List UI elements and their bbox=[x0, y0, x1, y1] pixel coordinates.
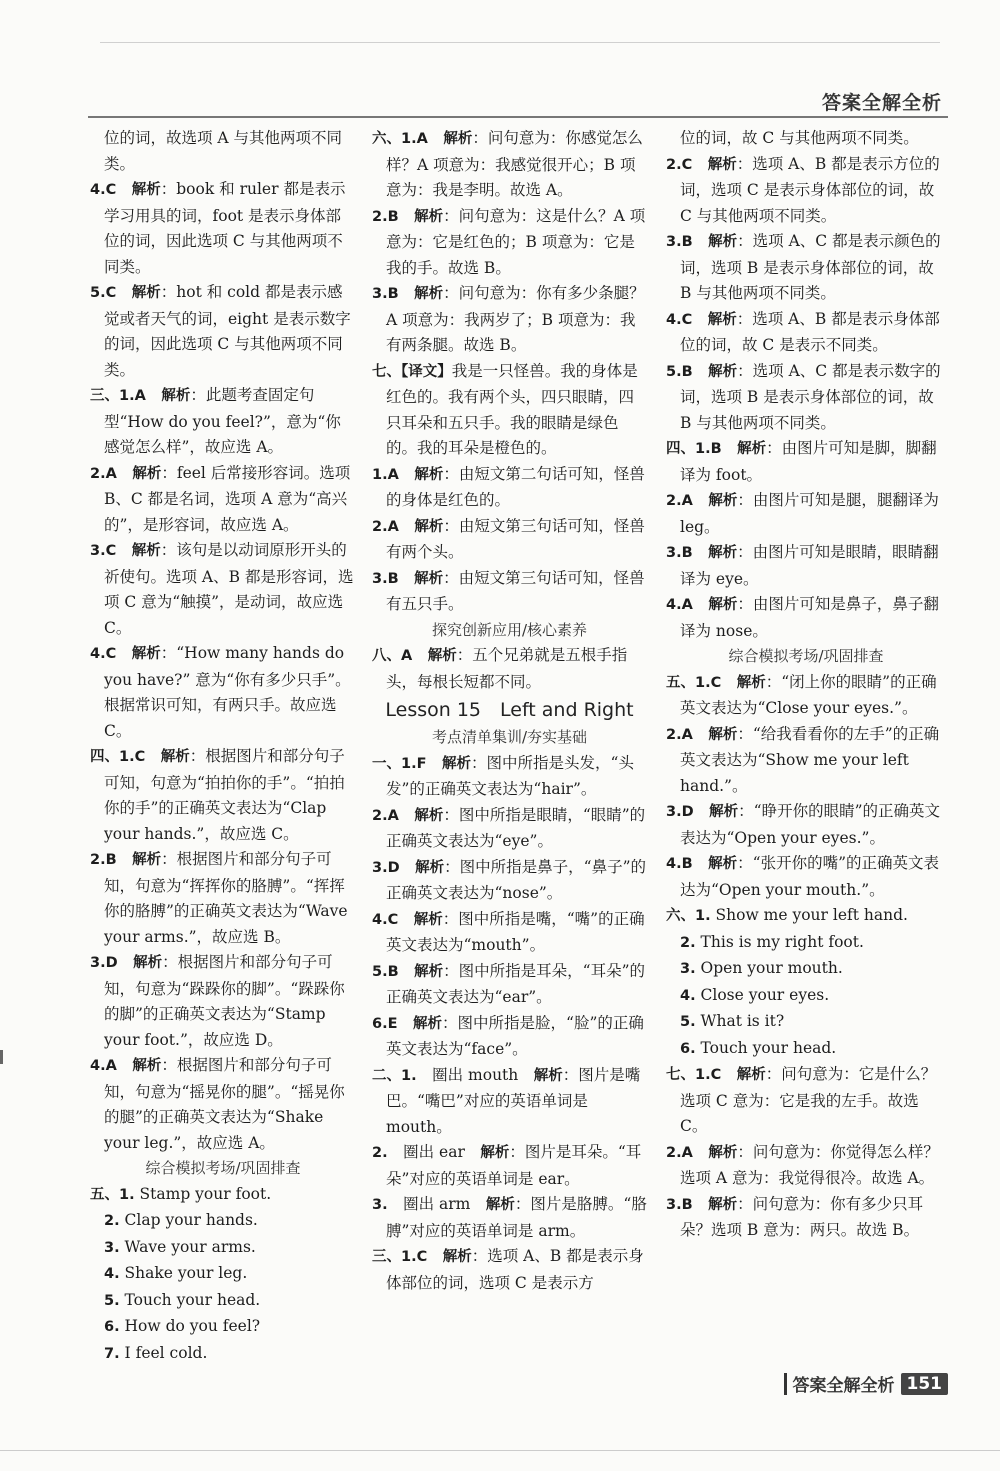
answer-item bbox=[372, 959, 647, 1011]
question-number: 2.A bbox=[666, 726, 693, 743]
answer-item bbox=[90, 1314, 356, 1341]
question-number: 2.A bbox=[372, 807, 399, 824]
question-number: 1.F bbox=[401, 755, 427, 772]
analysis-text: ：根据图片和部分句子可知，句意为“拍拍你的手”。“拍拍你的手”的正确英文表达为“Clap your hands.”，故应选 C。 bbox=[104, 747, 345, 843]
answer-item bbox=[666, 1192, 946, 1244]
answer-item bbox=[372, 803, 647, 855]
question-number: 1.A bbox=[372, 466, 399, 483]
page-footer bbox=[784, 1371, 949, 1396]
analysis-label: 解析 bbox=[414, 286, 444, 302]
answer-item bbox=[666, 126, 946, 152]
header-title: 答案全解全析 bbox=[821, 92, 942, 114]
analysis-text: ：问句意为：它是什么？选项 C 意为：它是我的左手。故选 C。 bbox=[680, 1065, 937, 1135]
answer-item bbox=[666, 722, 946, 800]
analysis-text: ：图中所指是嘴，“嘴”的正确英文表达为“mouth”。 bbox=[386, 909, 645, 954]
analysis-text: ：选项 A、C 都是表示数字的词，选项 B 是表示身体部位的词，故 B 与其他两项不同类。 bbox=[680, 361, 941, 432]
section-number: 三、 bbox=[372, 1249, 401, 1265]
analysis-label: 解析 bbox=[707, 156, 737, 173]
answer-item bbox=[372, 1244, 647, 1296]
question-number: 1.C bbox=[401, 1249, 428, 1265]
answer-item bbox=[90, 1053, 356, 1156]
answer-text: This is my right foot. bbox=[695, 932, 864, 951]
analysis-text: ：图片是嘴巴。“嘴巴”对应的英语单词是 mouth。 bbox=[386, 1065, 641, 1136]
answer-item bbox=[90, 538, 356, 641]
question-number: 4. bbox=[680, 987, 696, 1004]
question-number: A bbox=[401, 648, 413, 664]
analysis-label: 解析 bbox=[415, 859, 445, 876]
analysis-label: 解析 bbox=[736, 674, 766, 691]
analysis-label: 解析 bbox=[533, 1067, 563, 1084]
section-heading: 综合模拟考场/巩固排查 bbox=[728, 647, 884, 665]
question-number: 3.B bbox=[372, 286, 399, 302]
binding-mark bbox=[0, 1050, 3, 1064]
answer-item bbox=[372, 751, 647, 803]
question-number: 4.C bbox=[90, 182, 117, 198]
question-number: 3.D bbox=[666, 804, 694, 820]
answer-text: Touch your head. bbox=[695, 1038, 837, 1057]
analysis-label: 解析 bbox=[708, 493, 738, 509]
analysis-label: 解析 bbox=[131, 285, 161, 301]
answer-item bbox=[372, 907, 647, 959]
answer-item bbox=[372, 359, 647, 462]
answer-item bbox=[90, 1288, 356, 1315]
analysis-label: 解析 bbox=[707, 311, 737, 328]
analysis-label: 解析 bbox=[161, 388, 191, 404]
analysis-text: ：图片是耳朵。“耳朵”对应的英语单词是 ear。 bbox=[386, 1143, 642, 1188]
answer-item bbox=[90, 744, 356, 847]
answer-item bbox=[666, 1140, 946, 1192]
answer-item bbox=[666, 359, 946, 437]
answer-item bbox=[666, 1062, 946, 1140]
question-number: 2.A bbox=[666, 1144, 693, 1161]
question-number: 2.B bbox=[372, 208, 399, 225]
analysis-text: ：hot 和 cold 都是表示感觉或者天气的词，eight 是表示数字的词，因此选项 C 与其他两项不同类。 bbox=[104, 283, 351, 379]
question-number: 4. bbox=[104, 1266, 120, 1282]
answer-item bbox=[372, 462, 647, 514]
answer-item bbox=[372, 643, 647, 695]
section-number: 六、 bbox=[372, 131, 401, 147]
analysis-text: ：该句是以动词原形开头的祈使句。选项 A、B 都是形容词，选项 C 意为“触摸”，是动词，故应选 C。 bbox=[104, 541, 354, 637]
question-number: 2.C bbox=[666, 156, 693, 173]
analysis-text: ：由短文第三句话可知，怪兽有两个头。 bbox=[386, 516, 645, 561]
question-number: 1.C bbox=[695, 1067, 722, 1083]
question-number: 1.C bbox=[119, 749, 146, 765]
analysis-text: ：选项 A、B 都是表示身体部位的词，故 C 是表示不同类。 bbox=[680, 309, 940, 354]
analysis-label: 解析 bbox=[414, 208, 444, 225]
analysis-text: ：“闭上你的眼睛”的正确英文表达为“Close your eyes.”。 bbox=[680, 672, 937, 717]
answer-text: 位的词，故 C 与其他两项不同类。 bbox=[680, 129, 919, 147]
section-heading: 考点清单集训/夯实基础 bbox=[431, 728, 588, 746]
answer-item bbox=[666, 592, 946, 644]
analysis-text: ：问句意为：你有多少条腿？A 项意为：我两岁了；B 项意为：我有两条腿。故选 B。 bbox=[386, 284, 645, 354]
question-number: 3.B bbox=[666, 234, 693, 250]
question-number: 4.B bbox=[666, 856, 693, 872]
answer-item bbox=[90, 461, 356, 539]
question-number: 1. bbox=[695, 908, 711, 924]
analysis-label: 解析 bbox=[708, 1196, 738, 1213]
header-rule bbox=[88, 116, 948, 118]
analysis-text: ：由短文第三句话可知，怪兽有五只手。 bbox=[386, 568, 645, 613]
analysis-label: 解析 bbox=[427, 648, 457, 664]
section-number: 八、 bbox=[372, 648, 401, 664]
answer-item bbox=[372, 1011, 647, 1063]
answer-item bbox=[666, 436, 946, 488]
answer-item bbox=[90, 280, 356, 383]
answer-item bbox=[90, 1261, 356, 1288]
question-number: 3.B bbox=[666, 1196, 693, 1213]
answer-item bbox=[372, 1192, 647, 1244]
analysis-label: 解析 bbox=[132, 852, 162, 868]
analysis-text: ：feel 后常接形容词。选项 B、C 都是名词，选项 A 意为“高兴的”，是形容词，故应选 A。 bbox=[104, 463, 351, 534]
answer-text: Touch your head. bbox=[119, 1290, 261, 1309]
answer-text: Open your mouth. bbox=[695, 959, 843, 977]
question-number: 4.C bbox=[90, 646, 117, 662]
answer-text: 圈出 arm bbox=[403, 1195, 486, 1213]
section-heading: 综合模拟考场/巩固排查 bbox=[145, 1159, 301, 1177]
answer-text: Show me your left hand. bbox=[710, 906, 908, 924]
answer-item bbox=[666, 930, 946, 957]
analysis-label: 解析 bbox=[708, 363, 738, 380]
lesson-title: Lesson 15 Left and Right bbox=[385, 699, 634, 721]
analysis-text: ：选项 A、C 都是表示颜色的词，选项 B 是表示身体部位的词，故 B 与其他两项不同类。 bbox=[680, 232, 941, 302]
answer-item bbox=[90, 641, 356, 744]
section-number: 一、 bbox=[372, 755, 401, 772]
analysis-label: 解析 bbox=[709, 804, 739, 820]
question-number: 5. bbox=[104, 1292, 120, 1309]
section-number: 七、 bbox=[372, 363, 401, 380]
analysis-label: 解析 bbox=[131, 646, 161, 662]
question-number: 3. bbox=[372, 1197, 388, 1213]
answer-item bbox=[666, 1009, 946, 1036]
analysis-label: 解析 bbox=[414, 518, 444, 535]
section-heading: 探究创新应用/核心素养 bbox=[431, 620, 588, 639]
answer-item bbox=[666, 851, 946, 903]
question-number: 3.D bbox=[372, 859, 400, 876]
answer-text: How do you feel? bbox=[119, 1317, 261, 1335]
question-number: 1.A bbox=[401, 131, 428, 147]
answer-item bbox=[372, 1140, 647, 1192]
analysis-label: 解析 bbox=[133, 955, 163, 971]
question-number: 3.C bbox=[90, 543, 117, 559]
section-number: 二、 bbox=[372, 1067, 401, 1084]
question-number: 6. bbox=[680, 1040, 696, 1057]
section-number: 四、 bbox=[90, 749, 119, 765]
answer-item bbox=[666, 956, 946, 983]
analysis-text: ：根据图片和部分句子可知，句意为“挥挥你的胳膊”。“挥挥你的胳膊”的正确英文表达为“Wave your arms.”，故应选 B。 bbox=[104, 850, 348, 946]
question-number: 2.A bbox=[90, 465, 117, 482]
answer-item bbox=[666, 540, 946, 592]
section-number: 三、 bbox=[90, 388, 119, 404]
analysis-label: 解析 bbox=[132, 465, 162, 482]
answer-text: 圈出 ear bbox=[403, 1143, 481, 1161]
analysis-text: ：“给我看看你的左手”的正确英文表达为“Show me your left hand.”。 bbox=[680, 724, 940, 795]
analysis-text: ：“张开你的嘴”的正确英文表达为“Open your mouth.”。 bbox=[680, 854, 940, 899]
section-number: 七、 bbox=[666, 1067, 695, 1083]
answer-item bbox=[666, 983, 946, 1010]
analysis-label: 解析 bbox=[131, 182, 161, 198]
footer-bar bbox=[784, 1373, 787, 1395]
question-number: 1. bbox=[401, 1067, 417, 1084]
answer-item bbox=[90, 177, 356, 280]
analysis-label: 解析 bbox=[480, 1145, 510, 1161]
analysis-text: ：问句意为：这是什么？A 项意为：它是红色的；B 项意为：它是我的手。故选 B。 bbox=[386, 206, 646, 277]
footer-label: 答案全解全析 bbox=[792, 1376, 895, 1396]
question-number: 2. bbox=[372, 1145, 388, 1161]
answer-item bbox=[666, 307, 946, 359]
answer-item bbox=[666, 229, 946, 307]
question-number: 7. bbox=[104, 1345, 120, 1362]
question-number: 3.B bbox=[372, 570, 399, 587]
answer-item bbox=[666, 903, 946, 930]
analysis-text: ：由图片可知是腿，腿翻译为 leg。 bbox=[680, 491, 939, 536]
question-number: 5.B bbox=[666, 363, 693, 380]
analysis-label: 解析 bbox=[708, 545, 738, 561]
question-number: 4.A bbox=[90, 1058, 117, 1074]
page-number: 151 bbox=[901, 1373, 949, 1395]
analysis-text: ：图中所指是鼻子，“鼻子”的正确英文表达为“nose”。 bbox=[386, 857, 646, 902]
analysis-text: ：此题考查固定句型“How do you feel?”，意为“你感觉怎么样”，故应选 A。 bbox=[104, 386, 341, 456]
answer-item bbox=[372, 281, 647, 359]
answer-item bbox=[90, 383, 356, 461]
answer-item bbox=[666, 1036, 946, 1063]
analysis-label: 解析 bbox=[485, 1197, 515, 1213]
answer-item bbox=[666, 488, 946, 540]
answer-item bbox=[372, 204, 647, 282]
analysis-text: ：图中所指是耳朵，“耳朵”的正确英文表达为“ear”。 bbox=[386, 961, 646, 1006]
question-number: 5.C bbox=[90, 285, 117, 301]
answer-text: 位的词，故选项 A 与其他两项不同类。 bbox=[104, 129, 343, 173]
answer-text: I feel cold. bbox=[119, 1343, 208, 1362]
analysis-text: ：选项 A、B 都是表示身体部位的词，选项 C 是表示方 bbox=[386, 1247, 644, 1292]
analysis-label: 解析 bbox=[708, 597, 738, 613]
answer-item bbox=[90, 126, 356, 177]
analysis-label: 解析 bbox=[442, 755, 472, 772]
analysis-text: ：由短文第二句话可知，怪兽的身体是红色的。 bbox=[386, 464, 645, 509]
question-number: 2.A bbox=[666, 493, 693, 509]
answer-item bbox=[372, 1063, 647, 1141]
answer-item bbox=[666, 152, 946, 230]
question-number: 4.A bbox=[666, 597, 693, 613]
analysis-text: ：图中所指是眼睛，“眼睛”的正确英文表达为“eye”。 bbox=[386, 805, 646, 850]
bottom-rule bbox=[0, 1450, 1000, 1451]
top-rule bbox=[100, 42, 940, 43]
question-number: 1.C bbox=[695, 674, 722, 691]
question-number: 5.B bbox=[372, 963, 399, 980]
answer-item bbox=[90, 847, 356, 950]
answer-item bbox=[372, 126, 647, 204]
section-number: 五、 bbox=[90, 1186, 119, 1203]
answer-item bbox=[90, 1182, 356, 1209]
analysis-label: 解析 bbox=[736, 1067, 766, 1083]
section-number: 六、 bbox=[666, 908, 695, 924]
analysis-label: 解析 bbox=[443, 131, 473, 147]
answer-text: Stamp your foot. bbox=[134, 1184, 272, 1203]
analysis-text: ：“How many hands do you have?” 意为“你有多少只手”。根据常识可知，有两只手。故应选 C。 bbox=[104, 644, 351, 740]
answer-text: What is it? bbox=[695, 1012, 785, 1030]
analysis-text: ：根据图片和部分句子可知，句意为“摇晃你的腿”。“摇晃你的腿”的正确英文表达为“Shake your leg.”，故应选 A。 bbox=[104, 1056, 345, 1152]
analysis-label: 解析 bbox=[708, 726, 738, 743]
answer-item bbox=[372, 514, 647, 566]
analysis-text: ：book 和 ruler 都是表示学习用具的词，foot 是表示身体部位的词，因此选项 C 与其他两项不同类。 bbox=[104, 180, 346, 276]
analysis-label: 解析 bbox=[414, 807, 444, 824]
analysis-text: ：问句意为：你感觉怎么样？A 项意为：我感觉很开心；B 项意为：我是李明。故选 A。 bbox=[386, 129, 643, 199]
analysis-text: ：由图片可知是眼睛，眼睛翻译为 eye。 bbox=[680, 543, 939, 588]
question-number: 4.C bbox=[372, 911, 399, 928]
analysis-label: 解析 bbox=[442, 1249, 472, 1265]
question-number: 2.A bbox=[372, 518, 399, 535]
analysis-text: ：“睁开你的眼睛”的正确英文表达为“Open your eyes.”。 bbox=[680, 802, 940, 847]
analysis-label: 解析 bbox=[414, 466, 444, 483]
column-1 bbox=[90, 126, 356, 1367]
column-3 bbox=[666, 126, 946, 1244]
question-number: 1.B bbox=[695, 441, 722, 457]
analysis-text: ：图中所指是脸，“脸”的正确英文表达为“face”。 bbox=[386, 1013, 644, 1058]
question-number: 3. bbox=[680, 961, 696, 977]
analysis-label: 解析 bbox=[414, 570, 444, 587]
analysis-text: ：问句意为：你觉得怎么样？选项 A 意为：我觉得很冷。故选 A。 bbox=[680, 1142, 939, 1187]
question-number: 1.A bbox=[119, 388, 146, 404]
analysis-text: ：五个兄弟就是五根手指头，每根长短都不同。 bbox=[386, 646, 628, 691]
question-number: 3.D bbox=[90, 955, 118, 971]
analysis-label: 解析 bbox=[413, 1015, 443, 1032]
answer-text: Close your eyes. bbox=[695, 985, 830, 1004]
question-number: 2. bbox=[104, 1213, 120, 1229]
answer-item bbox=[372, 566, 647, 618]
question-number: 6. bbox=[104, 1319, 120, 1335]
analysis-label: 解析 bbox=[160, 749, 190, 765]
analysis-label: 解析 bbox=[132, 1058, 162, 1074]
analysis-text: ：图片是胳膊。“胳膊”对应的英语单词是 arm。 bbox=[386, 1195, 647, 1240]
question-number: 2. bbox=[680, 934, 696, 951]
section-number: 五、 bbox=[666, 674, 695, 691]
analysis-label: 【译文】 bbox=[401, 363, 452, 380]
answer-text: 圈出 mouth bbox=[432, 1065, 534, 1084]
section-number: 四、 bbox=[666, 441, 695, 457]
analysis-text: ：由图片可知是鼻子，鼻子翻译为 nose。 bbox=[680, 595, 939, 640]
answer-item bbox=[90, 1235, 356, 1262]
question-number: 4.C bbox=[666, 311, 693, 328]
question-number: 6.E bbox=[372, 1015, 398, 1032]
analysis-text: ：由图片可知是脚，脚翻译为 foot。 bbox=[680, 439, 937, 484]
analysis-label: 解析 bbox=[708, 234, 738, 250]
answer-item bbox=[90, 950, 356, 1053]
analysis-label: 解析 bbox=[708, 856, 738, 872]
answer-item bbox=[90, 1341, 356, 1368]
analysis-text: 我是一只怪兽。我的身体是红色的。我有两个头，四只眼睛，四只耳朵和五只手。我的眼睛是绿色的。我的耳朵是橙色的。 bbox=[386, 361, 638, 457]
answer-text: Shake your leg. bbox=[119, 1264, 248, 1282]
answer-item bbox=[90, 1208, 356, 1235]
analysis-label: 解析 bbox=[414, 963, 444, 980]
question-number: 1. bbox=[119, 1186, 135, 1203]
analysis-text: ：图中所指是头发，“头发”的正确英文表达为“hair”。 bbox=[386, 753, 634, 798]
column-2 bbox=[372, 126, 647, 1296]
answer-item bbox=[372, 855, 647, 907]
answer-text: Wave your arms. bbox=[119, 1237, 256, 1256]
question-number: 5. bbox=[680, 1014, 696, 1030]
analysis-label: 解析 bbox=[413, 911, 443, 928]
analysis-text: ：问句意为：你有多少只耳朵？选项 B 意为：两只。故选 B。 bbox=[680, 1194, 924, 1239]
question-number: 3. bbox=[104, 1239, 120, 1256]
question-number: 3.B bbox=[666, 545, 693, 561]
answer-item bbox=[666, 799, 946, 851]
analysis-label: 解析 bbox=[131, 543, 161, 559]
analysis-label: 解析 bbox=[737, 441, 767, 457]
question-number: 2.B bbox=[90, 852, 117, 868]
analysis-text: ：根据图片和部分句子可知，句意为“跺跺你的脚”。“跺跺你的脚”的正确英文表达为“Stamp your foot.”，故应选 D。 bbox=[104, 953, 345, 1049]
answer-text: Clap your hands. bbox=[119, 1211, 258, 1229]
analysis-label: 解析 bbox=[708, 1144, 738, 1161]
answer-item bbox=[666, 670, 946, 722]
analysis-text: ：选项 A、B 都是表示方位的词，选项 C 是表示身体部位的词，故 C 与其他两项不同类。 bbox=[680, 154, 940, 225]
